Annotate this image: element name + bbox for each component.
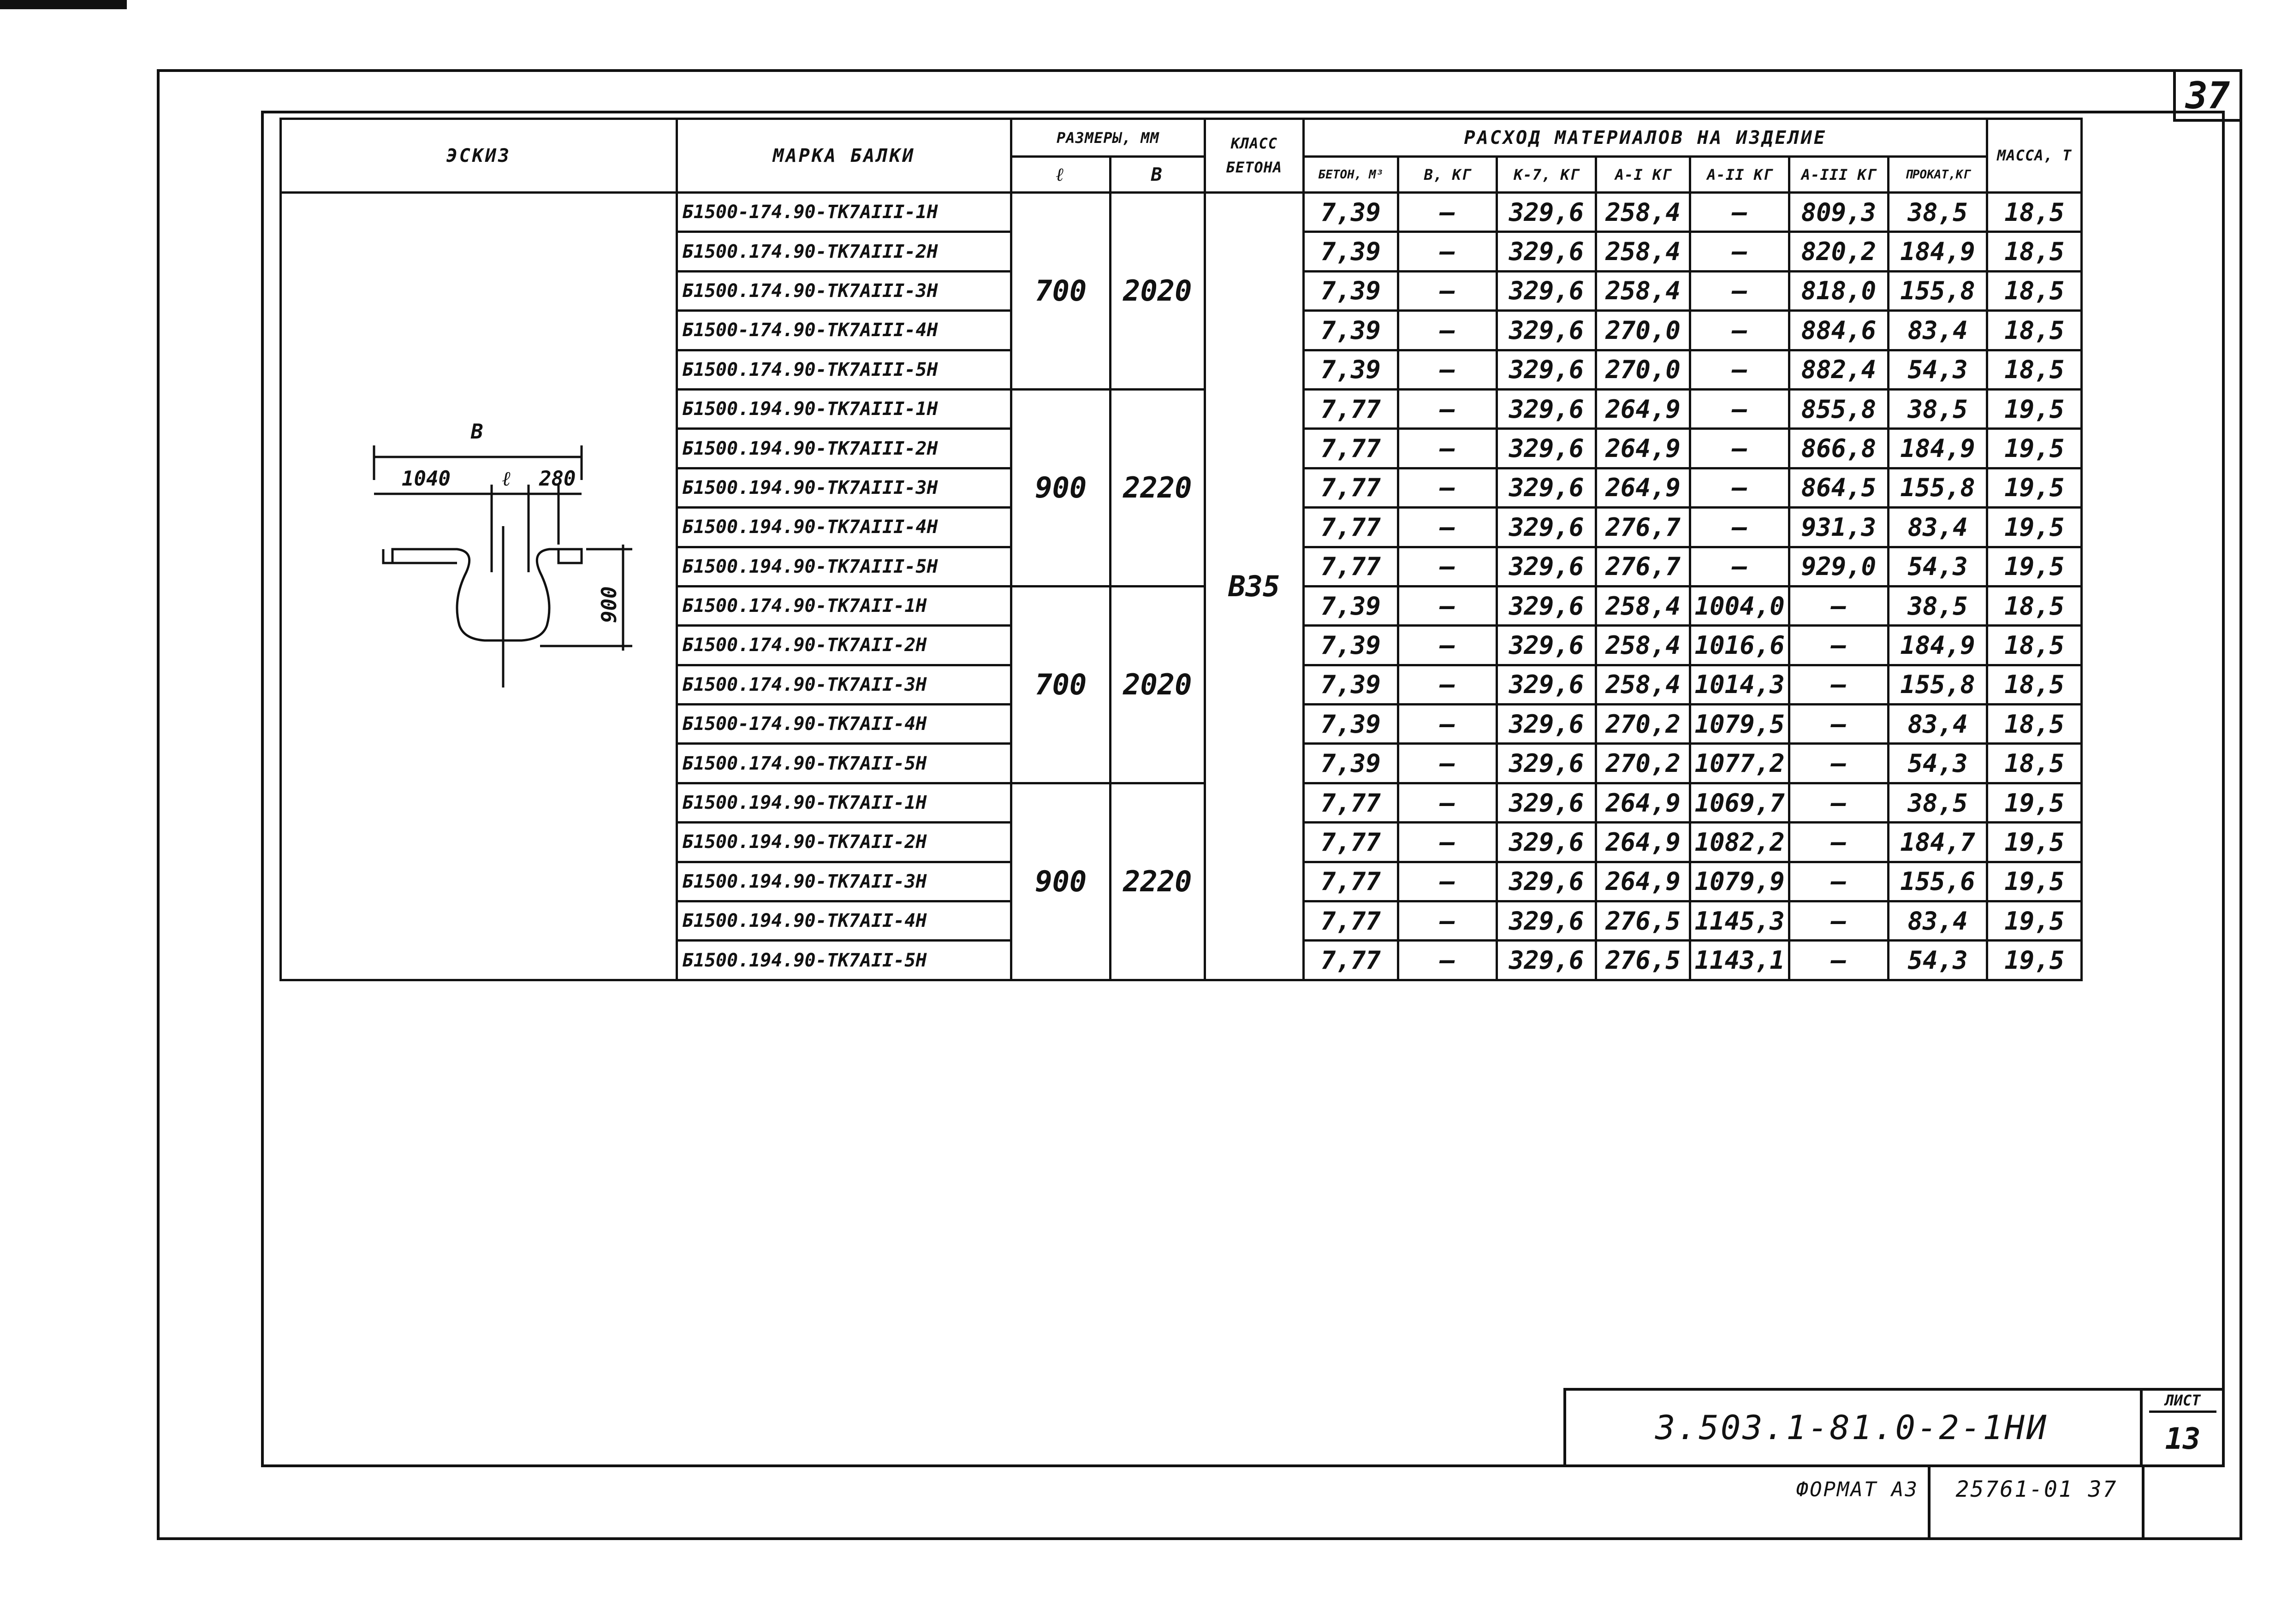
- cell-a2: 1082,2: [1690, 823, 1789, 862]
- beam-mark: Б1500-174.90-ТК7АIII-1Н: [677, 193, 1011, 232]
- beam-mark: Б1500.174.90-ТК7АII-5Н: [677, 744, 1011, 783]
- cell-a2: 1077,2: [1690, 744, 1789, 783]
- cell-mass: 19,5: [1987, 783, 2082, 822]
- cell-a3: —: [1789, 862, 1889, 901]
- cell-mass: 19,5: [1987, 547, 2082, 586]
- dim-b-value: 2220: [1111, 783, 1205, 980]
- cell-b: —: [1398, 941, 1497, 980]
- header-concrete-class: КЛАСС БЕТОНА: [1205, 119, 1304, 193]
- header-mat-b: В, КГ: [1398, 157, 1497, 193]
- dim-l-value: 900: [1011, 389, 1111, 586]
- cell-a1: 264,9: [1596, 862, 1690, 901]
- cell-k7: 329,6: [1497, 665, 1596, 704]
- cell-a1: 270,0: [1596, 311, 1690, 350]
- cell-a1: 264,9: [1596, 468, 1690, 507]
- header-mat-concrete: БЕТОН, М³: [1304, 157, 1398, 193]
- beam-mark: Б1500.174.90-ТК7АII-2Н: [677, 626, 1011, 665]
- cell-a3: —: [1789, 744, 1889, 783]
- cell-concrete: 7,77: [1304, 941, 1398, 980]
- beam-mark: Б1500-174.90-ТК7АIII-4Н: [677, 311, 1011, 350]
- cell-a2: 1079,9: [1690, 862, 1789, 901]
- cell-concrete: 7,77: [1304, 862, 1398, 901]
- cell-mass: 19,5: [1987, 389, 2082, 428]
- cell-k7: 329,6: [1497, 783, 1596, 822]
- archive-number: 25761-01 37: [1955, 1476, 2118, 1502]
- cell-mass: 18,5: [1987, 705, 2082, 744]
- cell-a3: —: [1789, 705, 1889, 744]
- cell-k7: 329,6: [1497, 193, 1596, 232]
- paper-format: ФОРМАТ А3: [1796, 1477, 1919, 1501]
- header-dim-l: ℓ: [1011, 157, 1111, 193]
- cell-a2: —: [1690, 389, 1789, 428]
- cell-rolled: 38,5: [1888, 193, 1987, 232]
- cell-a2: —: [1690, 508, 1789, 547]
- beam-mark: Б1500-174.90-ТК7АII-4Н: [677, 705, 1011, 744]
- cell-b: —: [1398, 271, 1497, 310]
- cell-mass: 19,5: [1987, 468, 2082, 507]
- cell-a2: —: [1690, 271, 1789, 310]
- cell-k7: 329,6: [1497, 626, 1596, 665]
- cell-a1: 270,2: [1596, 744, 1690, 783]
- cell-concrete: 7,39: [1304, 626, 1398, 665]
- cell-rolled: 38,5: [1888, 586, 1987, 625]
- cell-mass: 19,5: [1987, 508, 2082, 547]
- cell-rolled: 155,8: [1888, 468, 1987, 507]
- cell-concrete: 7,77: [1304, 901, 1398, 941]
- cell-concrete: 7,39: [1304, 705, 1398, 744]
- cell-concrete: 7,77: [1304, 429, 1398, 468]
- cell-a3: 866,8: [1789, 429, 1889, 468]
- sketch-label-l: ℓ: [502, 467, 511, 491]
- cell-mass: 18,5: [1987, 586, 2082, 625]
- cell-rolled: 83,4: [1888, 311, 1987, 350]
- cell-a2: 1143,1: [1690, 941, 1789, 980]
- cell-a1: 258,4: [1596, 193, 1690, 232]
- cell-k7: 329,6: [1497, 823, 1596, 862]
- cell-b: —: [1398, 626, 1497, 665]
- cell-a2: 1069,7: [1690, 783, 1789, 822]
- cell-rolled: 83,4: [1888, 901, 1987, 941]
- cell-b: —: [1398, 547, 1497, 586]
- sheet-index: 13: [2165, 1422, 2201, 1456]
- cell-b: —: [1398, 350, 1497, 389]
- cell-a2: —: [1690, 311, 1789, 350]
- cell-rolled: 38,5: [1888, 389, 1987, 428]
- cell-k7: 329,6: [1497, 389, 1596, 428]
- cell-k7: 329,6: [1497, 350, 1596, 389]
- cell-a3: —: [1789, 901, 1889, 941]
- cell-rolled: 54,3: [1888, 350, 1987, 389]
- cell-mass: 19,5: [1987, 862, 2082, 901]
- sketch-label-h: 900: [598, 586, 621, 623]
- beam-sketch: [281, 193, 677, 980]
- cell-b: —: [1398, 744, 1497, 783]
- cell-a3: —: [1789, 941, 1889, 980]
- cell-k7: 329,6: [1497, 429, 1596, 468]
- cell-concrete: 7,39: [1304, 586, 1398, 625]
- cell-mass: 18,5: [1987, 311, 2082, 350]
- cell-a1: 276,5: [1596, 901, 1690, 941]
- cell-a2: —: [1690, 547, 1789, 586]
- cell-b: —: [1398, 468, 1497, 507]
- cell-concrete: 7,39: [1304, 744, 1398, 783]
- dim-l-value: 700: [1011, 193, 1111, 390]
- cell-a1: 270,2: [1596, 705, 1690, 744]
- cell-concrete: 7,39: [1304, 271, 1398, 310]
- header-dim-b: В: [1111, 157, 1205, 193]
- beam-mark: Б1500.194.90-ТК7АIII-1Н: [677, 389, 1011, 428]
- cell-k7: 329,6: [1497, 941, 1596, 980]
- cell-mass: 18,5: [1987, 193, 2082, 232]
- cell-rolled: 83,4: [1888, 508, 1987, 547]
- cell-concrete: 7,39: [1304, 311, 1398, 350]
- header-mark: МАРКА БАЛКИ: [677, 119, 1011, 193]
- cell-k7: 329,6: [1497, 705, 1596, 744]
- cell-a2: 1016,6: [1690, 626, 1789, 665]
- cell-a3: 809,3: [1789, 193, 1889, 232]
- cell-a3: 882,4: [1789, 350, 1889, 389]
- cell-a3: —: [1789, 586, 1889, 625]
- cell-mass: 18,5: [1987, 744, 2082, 783]
- beam-mark: Б1500.174.90-ТК7АIII-3Н: [677, 271, 1011, 310]
- cell-b: —: [1398, 193, 1497, 232]
- cell-rolled: 54,3: [1888, 744, 1987, 783]
- cell-a2: —: [1690, 429, 1789, 468]
- cell-mass: 18,5: [1987, 232, 2082, 271]
- cell-mass: 19,5: [1987, 901, 2082, 941]
- cell-k7: 329,6: [1497, 862, 1596, 901]
- header-mat-a1: А-I КГ: [1596, 157, 1690, 193]
- cell-a1: 258,4: [1596, 665, 1690, 704]
- cell-a2: —: [1690, 232, 1789, 271]
- cell-rolled: 155,8: [1888, 665, 1987, 704]
- beam-mark: Б1500.174.90-ТК7АIII-2Н: [677, 232, 1011, 271]
- cell-a1: 264,9: [1596, 823, 1690, 862]
- cell-a1: 264,9: [1596, 783, 1690, 822]
- cell-k7: 329,6: [1497, 311, 1596, 350]
- concrete-class-value: В35: [1205, 193, 1304, 980]
- cell-rolled: 54,3: [1888, 547, 1987, 586]
- beam-mark: Б1500.194.90-ТК7АII-2Н: [677, 823, 1011, 862]
- cell-a2: —: [1690, 350, 1789, 389]
- cell-a3: 820,2: [1789, 232, 1889, 271]
- cell-a3: —: [1789, 783, 1889, 822]
- cell-b: —: [1398, 783, 1497, 822]
- cell-a2: 1145,3: [1690, 901, 1789, 941]
- cell-concrete: 7,77: [1304, 547, 1398, 586]
- cell-b: —: [1398, 901, 1497, 941]
- cell-b: —: [1398, 389, 1497, 428]
- cell-concrete: 7,77: [1304, 783, 1398, 822]
- cell-concrete: 7,77: [1304, 468, 1398, 507]
- cell-rolled: 184,9: [1888, 429, 1987, 468]
- sketch-label-right: 280: [539, 467, 576, 491]
- cell-k7: 329,6: [1497, 468, 1596, 507]
- cell-rolled: 155,6: [1888, 862, 1987, 901]
- beam-mark: Б1500.174.90-ТК7АIII-5Н: [677, 350, 1011, 389]
- beam-mark: Б1500.194.90-ТК7АII-1Н: [677, 783, 1011, 822]
- cell-a1: 276,7: [1596, 508, 1690, 547]
- cell-mass: 19,5: [1987, 429, 2082, 468]
- cell-b: —: [1398, 232, 1497, 271]
- cell-b: —: [1398, 429, 1497, 468]
- cell-a3: 864,5: [1789, 468, 1889, 507]
- cell-concrete: 7,39: [1304, 232, 1398, 271]
- cell-a1: 258,4: [1596, 232, 1690, 271]
- cell-a1: 276,5: [1596, 941, 1690, 980]
- cell-b: —: [1398, 823, 1497, 862]
- cell-b: —: [1398, 665, 1497, 704]
- dim-b-value: 2020: [1111, 586, 1205, 783]
- sketch-label-left: 1040: [402, 467, 451, 491]
- cell-rolled: 184,9: [1888, 626, 1987, 665]
- cell-rolled: 184,9: [1888, 232, 1987, 271]
- cell-a3: 931,3: [1789, 508, 1889, 547]
- cell-k7: 329,6: [1497, 901, 1596, 941]
- dim-b-value: 2220: [1111, 389, 1205, 586]
- cell-rolled: 38,5: [1888, 783, 1987, 822]
- header-mass: МАССА, Т: [1987, 119, 2082, 193]
- cell-concrete: 7,39: [1304, 350, 1398, 389]
- cell-a1: 276,7: [1596, 547, 1690, 586]
- cell-a2: 1079,5: [1690, 705, 1789, 744]
- materials-table: [279, 118, 2083, 981]
- beam-mark: Б1500.194.90-ТК7АII-3Н: [677, 862, 1011, 901]
- cell-a1: 258,4: [1596, 586, 1690, 625]
- cell-concrete: 7,39: [1304, 665, 1398, 704]
- header-mat-rolled: ПРОКАТ,КГ: [1888, 157, 1987, 193]
- cell-k7: 329,6: [1497, 586, 1596, 625]
- dim-l-value: 900: [1011, 783, 1111, 980]
- cell-mass: 19,5: [1987, 941, 2082, 980]
- cell-mass: 18,5: [1987, 626, 2082, 665]
- cell-b: —: [1398, 508, 1497, 547]
- cell-b: —: [1398, 586, 1497, 625]
- beam-mark: Б1500.194.90-ТК7АII-4Н: [677, 901, 1011, 941]
- cell-mass: 18,5: [1987, 665, 2082, 704]
- cell-concrete: 7,77: [1304, 508, 1398, 547]
- cell-rolled: 54,3: [1888, 941, 1987, 980]
- cell-a3: —: [1789, 665, 1889, 704]
- cell-concrete: 7,39: [1304, 193, 1398, 232]
- cell-k7: 329,6: [1497, 271, 1596, 310]
- sheet-label: ЛИСТ: [2149, 1390, 2216, 1413]
- cell-a1: 258,4: [1596, 271, 1690, 310]
- dim-l-value: 700: [1011, 586, 1111, 783]
- cell-concrete: 7,77: [1304, 389, 1398, 428]
- cell-mass: 18,5: [1987, 350, 2082, 389]
- cell-a1: 270,0: [1596, 350, 1690, 389]
- cell-k7: 329,6: [1497, 508, 1596, 547]
- table-row: [281, 193, 2082, 232]
- cell-a2: —: [1690, 193, 1789, 232]
- cell-a3: 818,0: [1789, 271, 1889, 310]
- cell-a2: —: [1690, 468, 1789, 507]
- cell-concrete: 7,77: [1304, 823, 1398, 862]
- cell-a1: 264,9: [1596, 389, 1690, 428]
- beam-mark: Б1500.194.90-ТК7АII-5Н: [677, 941, 1011, 980]
- beam-mark: Б1500.194.90-ТК7АIII-2Н: [677, 429, 1011, 468]
- cell-rolled: 184,7: [1888, 823, 1987, 862]
- cell-a2: 1014,3: [1690, 665, 1789, 704]
- beam-mark: Б1500.194.90-ТК7АIII-5Н: [677, 547, 1011, 586]
- header-mat-k7: К-7, КГ: [1497, 157, 1596, 193]
- beam-mark: Б1500.194.90-ТК7АIII-4Н: [677, 508, 1011, 547]
- header-dims: РАЗМЕРЫ, ММ: [1011, 119, 1205, 157]
- cell-b: —: [1398, 862, 1497, 901]
- beam-mark: Б1500.174.90-ТК7АII-1Н: [677, 586, 1011, 625]
- header-mat-a2: А-II КГ: [1690, 157, 1789, 193]
- cell-mass: 18,5: [1987, 271, 2082, 310]
- cell-mass: 19,5: [1987, 823, 2082, 862]
- header-sketch: ЭСКИЗ: [281, 119, 677, 193]
- document-code: 3.503.1-81.0-2-1НИ: [1655, 1408, 2049, 1447]
- cell-rolled: 155,8: [1888, 271, 1987, 310]
- beam-mark: Б1500.194.90-ТК7АIII-3Н: [677, 468, 1011, 507]
- cell-a2: 1004,0: [1690, 586, 1789, 625]
- cell-a3: 884,6: [1789, 311, 1889, 350]
- cell-a1: 264,9: [1596, 429, 1690, 468]
- cell-rolled: 83,4: [1888, 705, 1987, 744]
- dim-b-value: 2020: [1111, 193, 1205, 390]
- header-mat-a3: А-III КГ: [1789, 157, 1889, 193]
- header-materials: РАСХОД МАТЕРИАЛОВ НА ИЗДЕЛИЕ: [1304, 119, 1987, 157]
- corner-mark: [0, 0, 127, 9]
- cell-a3: 929,0: [1789, 547, 1889, 586]
- cell-k7: 329,6: [1497, 744, 1596, 783]
- sketch-label-b: В: [471, 420, 483, 444]
- cell-k7: 329,6: [1497, 547, 1596, 586]
- cell-a3: —: [1789, 823, 1889, 862]
- cell-a1: 258,4: [1596, 626, 1690, 665]
- sheet-number: 37: [2173, 69, 2242, 122]
- cell-a3: —: [1789, 626, 1889, 665]
- beam-mark: Б1500.174.90-ТК7АII-3Н: [677, 665, 1011, 704]
- cell-b: —: [1398, 311, 1497, 350]
- cell-a3: 855,8: [1789, 389, 1889, 428]
- cell-k7: 329,6: [1497, 232, 1596, 271]
- cell-b: —: [1398, 705, 1497, 744]
